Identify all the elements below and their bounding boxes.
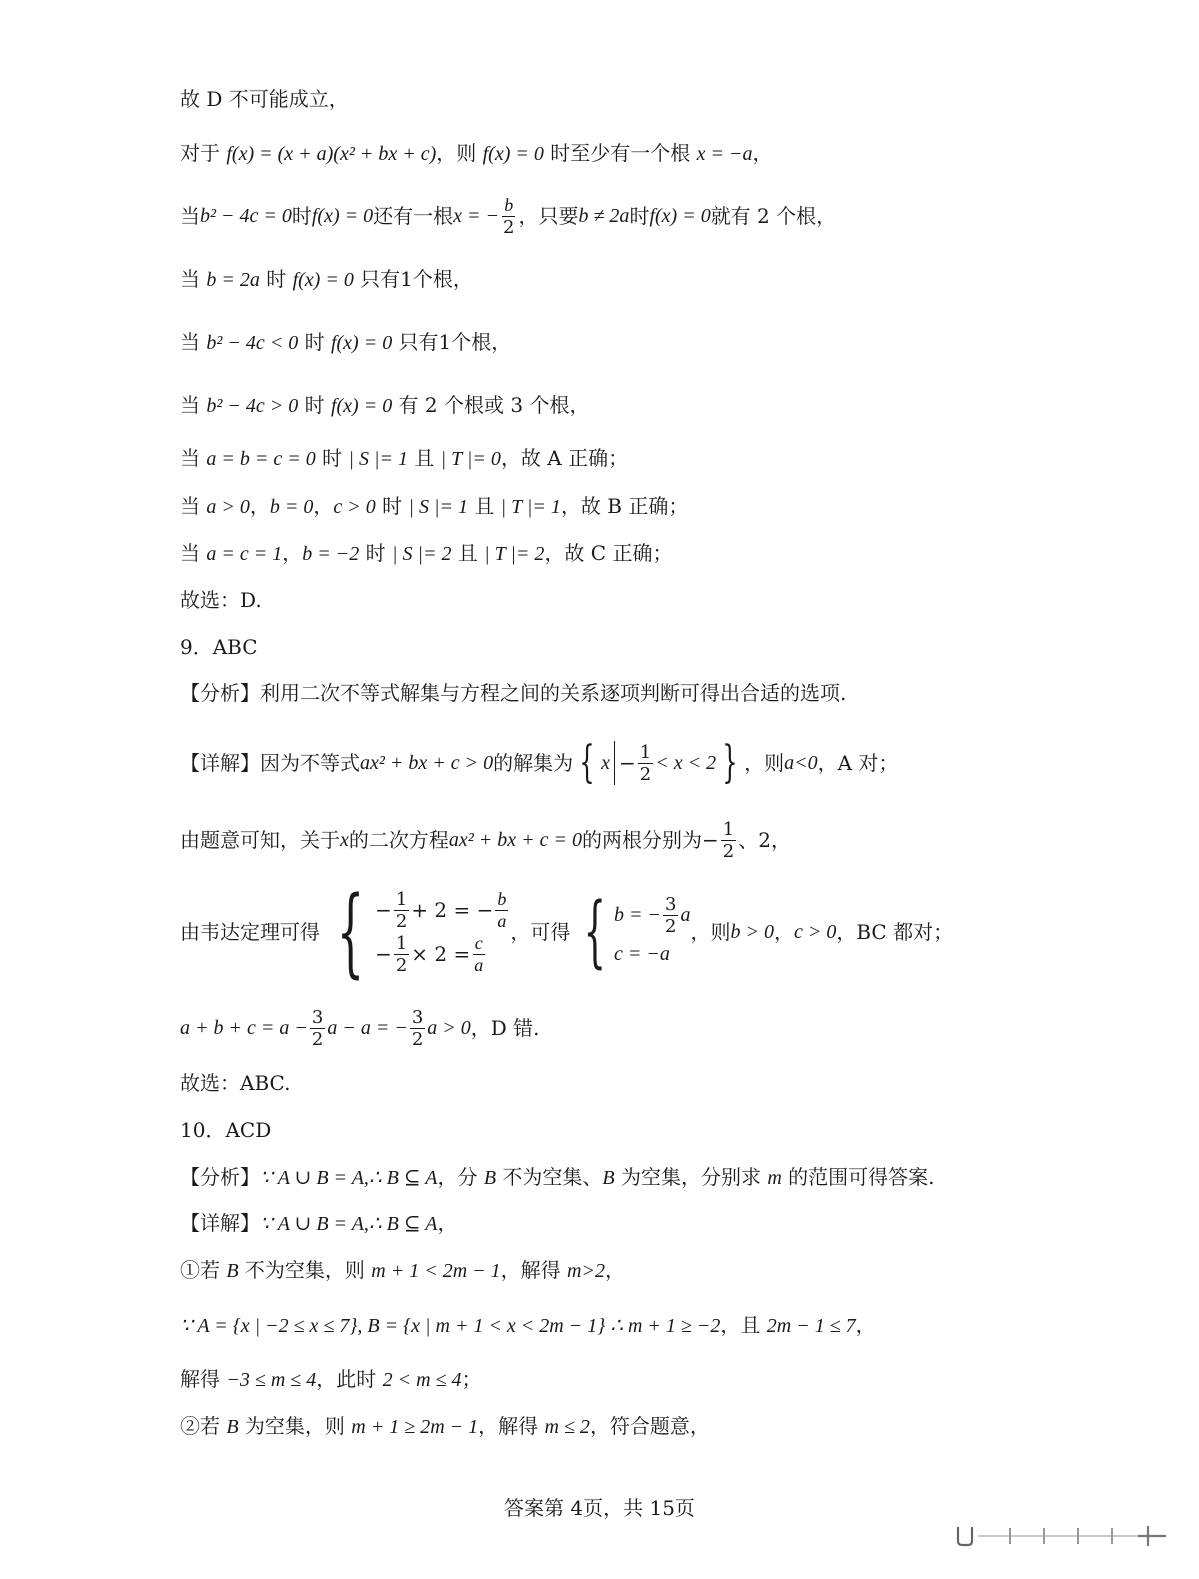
math: + 2 = − [411, 898, 494, 922]
math: ∴ m + 1 ≥ −2 [605, 1315, 721, 1337]
text: 当 [180, 393, 207, 417]
numerator: b [504, 194, 514, 215]
math: x = −a [696, 143, 753, 165]
text: ， [752, 141, 773, 165]
detail-line [180, 876, 953, 988]
math: − [375, 898, 392, 922]
text: 时 [375, 494, 409, 518]
text-line [180, 445, 628, 472]
text: 当 [180, 494, 207, 518]
text: 不为空集、 [496, 1165, 603, 1189]
text: ，则 [744, 751, 785, 775]
denominator: 2 [395, 910, 408, 932]
denominator: 2 [722, 840, 735, 862]
text: 当 [180, 267, 207, 291]
numerator: 3 [411, 1006, 424, 1028]
text: 解得 [180, 1367, 227, 1391]
text: ， [437, 1211, 458, 1235]
solution-set [573, 737, 744, 788]
math: − [619, 751, 636, 775]
detail-line [180, 1002, 540, 1054]
detail-line [180, 1257, 625, 1284]
right-brace: } [722, 737, 738, 788]
numerator: b [497, 888, 507, 909]
numerator: 1 [395, 888, 408, 910]
math: b = 2a [206, 269, 260, 291]
system-row [375, 888, 510, 932]
text-line [180, 329, 511, 356]
question-10-answer [180, 1117, 271, 1143]
numerator: 1 [722, 818, 735, 840]
math: f(x) = 0 [330, 332, 393, 354]
math: a > 0 [427, 1017, 471, 1039]
math: m>2 [567, 1260, 605, 1282]
left-brace: { [579, 737, 595, 788]
text: ，故 C 正确； [544, 541, 673, 565]
numerator: 3 [311, 1006, 324, 1028]
set-bar [614, 741, 615, 785]
math: ∵ A = {x | −2 ≤ x ≤ 7}, B = {x | m + 1 < x < 2m − 1} [180, 1315, 606, 1337]
text: 且 [451, 541, 485, 565]
text-line [180, 540, 672, 567]
math: m [767, 1167, 782, 1189]
math: b = −2 [302, 543, 360, 565]
text: 【分析】 [180, 1165, 260, 1189]
text: ， [282, 541, 303, 565]
math: | T |= 2 [484, 543, 545, 565]
text: 且 [407, 446, 441, 470]
text: 由题意可知，关于 [180, 828, 340, 852]
text: 当 [180, 446, 207, 470]
fraction [501, 195, 516, 238]
denominator: 2 [311, 1028, 324, 1050]
denominator: a [474, 954, 484, 975]
math: −3 ≤ m ≤ 4 [226, 1369, 317, 1391]
math: B [602, 1167, 615, 1189]
denominator: 2 [503, 216, 515, 238]
math: c = −a [614, 943, 670, 965]
text: 为空集，分别求 [614, 1165, 768, 1189]
math: B [226, 1260, 239, 1282]
fraction [394, 933, 409, 976]
text: 还有一根 [373, 204, 454, 228]
text: ①若 [180, 1258, 227, 1282]
denominator: 2 [639, 763, 652, 785]
text: 就有 2 个根， [710, 204, 837, 228]
math: x [601, 752, 611, 774]
text: 故 D 不可能成立， [180, 87, 349, 111]
text: 故选：D. [180, 588, 262, 612]
system-brace: { [336, 876, 365, 988]
detail-line [180, 1312, 876, 1339]
math: a [680, 904, 691, 926]
question-9-answer [180, 634, 258, 660]
text: ，分 [437, 1165, 484, 1189]
math: − [702, 828, 719, 852]
math: ∵ A ∪ B = A,∴ B ⊆ A [260, 1213, 438, 1235]
text: ，且 [720, 1313, 767, 1337]
math: x [340, 829, 349, 851]
text: 故选：ABC. [180, 1071, 291, 1095]
math: f(x) = 0 [649, 205, 711, 227]
text: 当 [180, 204, 200, 228]
math: ax² + bx + c = 0 [448, 829, 583, 851]
math: c > 0 [793, 921, 837, 943]
text: 时至少有一个根 [543, 141, 697, 165]
text: ，A 对； [817, 751, 899, 775]
text: 时 [259, 267, 293, 291]
fraction [638, 742, 653, 785]
text: 只有1个根， [353, 267, 473, 291]
text: ， [313, 494, 334, 518]
denominator: a [497, 910, 507, 931]
fraction [663, 894, 678, 937]
text: 、2， [738, 828, 791, 852]
text: 【详解】 [180, 1211, 260, 1235]
fraction [472, 933, 485, 976]
text: 【分析】利用二次不等式解集与方程之间的关系逐项判断可得出合适的选项. [180, 681, 847, 705]
detail-line [180, 1366, 482, 1393]
equation-system [570, 887, 691, 977]
text: 不为空集，则 [238, 1258, 372, 1282]
detail-line [180, 1413, 710, 1440]
math: | T |= 1 [500, 496, 561, 518]
system-row [614, 937, 690, 971]
math: f(x) = 0 [482, 143, 544, 165]
text: ，解得 [500, 1258, 568, 1282]
text: ，则 [690, 920, 731, 944]
fraction [394, 889, 409, 932]
analysis-line [180, 1164, 935, 1191]
fraction [495, 889, 508, 932]
text: 时 [315, 446, 349, 470]
math: × 2 = [411, 942, 471, 966]
text: 的解集为 [493, 751, 574, 775]
text: ， [773, 920, 794, 944]
text: ，D 错. [470, 1016, 540, 1040]
text: ，BC 都对； [836, 920, 954, 944]
text: ②若 [180, 1414, 227, 1438]
text: ，此时 [316, 1367, 383, 1391]
math: b > 0 [730, 921, 774, 943]
text: ，则 [436, 141, 483, 165]
math: x = − [453, 205, 499, 227]
text: ， [249, 494, 270, 518]
text: 当 [180, 330, 207, 354]
equation-system [320, 876, 510, 988]
text: ，可得 [510, 920, 571, 944]
math: B [226, 1416, 239, 1438]
text: 为空集，则 [238, 1414, 352, 1438]
text: 10．ACD [180, 1118, 272, 1142]
math: f(x) = 0 [330, 395, 393, 417]
detail-line [180, 814, 791, 866]
text: 对于 [180, 141, 227, 165]
text: ； [461, 1367, 482, 1391]
math: f(x) = (x + a)(x² + bx + c) [226, 143, 437, 165]
text-line [180, 493, 688, 520]
denominator: 2 [395, 954, 408, 976]
detail-line [180, 1210, 457, 1237]
text-line [180, 1070, 290, 1096]
system-row [375, 932, 510, 976]
text: 当 [180, 541, 207, 565]
text: 【详解】因为不等式 [180, 751, 360, 775]
math: a = c = 1 [206, 543, 283, 565]
math: | T |= 0 [440, 448, 501, 470]
math: m ≤ 2 [544, 1416, 590, 1438]
analysis-line [180, 680, 846, 706]
math: ∵ A ∪ B = A,∴ B ⊆ A [260, 1167, 438, 1189]
text: ，解得 [478, 1414, 545, 1438]
page-footer: 答案第 4页，共 15页 [504, 1496, 695, 1520]
math: | S |= 2 [391, 543, 452, 565]
math: b² − 4c > 0 [206, 395, 299, 417]
math: f(x) = 0 [292, 269, 354, 291]
math: ax² + bx + c > 0 [360, 752, 494, 774]
math: a + b + c = a − [180, 1017, 308, 1039]
text-line [180, 587, 262, 613]
math: | S |= 1 [408, 496, 468, 518]
math: 2m − 1 ≤ 7 [766, 1315, 856, 1337]
text-line [180, 86, 349, 112]
math: a<0 [784, 752, 818, 774]
math: f(x) = 0 [311, 205, 374, 227]
numerator: 3 [665, 893, 677, 915]
text: 时 [629, 204, 650, 228]
math: b² − 4c = 0 [200, 205, 292, 227]
denominator: 2 [665, 915, 677, 937]
math: | S |= 1 [348, 448, 408, 470]
text: 由韦达定理可得 [180, 920, 320, 944]
scroll-handle-icon[interactable] [952, 1524, 1172, 1548]
text: 时 [298, 330, 331, 354]
text: 时 [298, 393, 331, 417]
text: ，符合题意， [589, 1414, 710, 1438]
text: 的二次方程 [348, 828, 449, 852]
text: 有 2 个根或 3 个根， [392, 393, 590, 417]
numerator: 1 [639, 741, 652, 763]
text: 只有1个根， [392, 330, 512, 354]
fraction [310, 1007, 325, 1050]
math: m + 1 < 2m − 1 [371, 1260, 501, 1282]
text: ，故 B 正确； [560, 494, 689, 518]
text: 时 [359, 541, 392, 565]
text: 的两根分别为 [582, 828, 703, 852]
denominator: 2 [411, 1028, 424, 1050]
system-row [614, 893, 690, 937]
math: b = − [614, 904, 662, 926]
text-line [180, 266, 473, 293]
numerator: 1 [395, 932, 408, 954]
math: c > 0 [333, 496, 376, 518]
math: b ≠ 2a [578, 205, 630, 227]
math: − [375, 942, 392, 966]
text: ，故 A 正确； [500, 446, 629, 470]
math: a > 0 [206, 496, 250, 518]
math: b² − 4c < 0 [206, 332, 299, 354]
math: 2 < m ≤ 4 [382, 1369, 462, 1391]
text-line [180, 392, 589, 419]
detail-line [180, 734, 898, 792]
text: 且 [467, 494, 501, 518]
fraction [721, 819, 736, 862]
math: b = 0 [269, 496, 314, 518]
numerator: c [474, 932, 483, 953]
math: m + 1 ≥ 2m − 1 [351, 1416, 479, 1438]
system-brace: { [584, 887, 607, 977]
text: ， [855, 1313, 876, 1337]
math: a − a = − [327, 1017, 408, 1039]
text: 时 [291, 204, 312, 228]
math: B [483, 1167, 497, 1189]
math: < x < 2 [655, 752, 717, 774]
text-line [180, 140, 772, 167]
text: ， [604, 1258, 625, 1282]
fraction [410, 1007, 425, 1050]
text: ，只要 [518, 204, 579, 228]
text-line [180, 190, 836, 242]
math: a = b = c = 0 [206, 448, 316, 470]
text: 的范围可得答案. [781, 1165, 935, 1189]
text: 9．ABC [180, 635, 258, 659]
